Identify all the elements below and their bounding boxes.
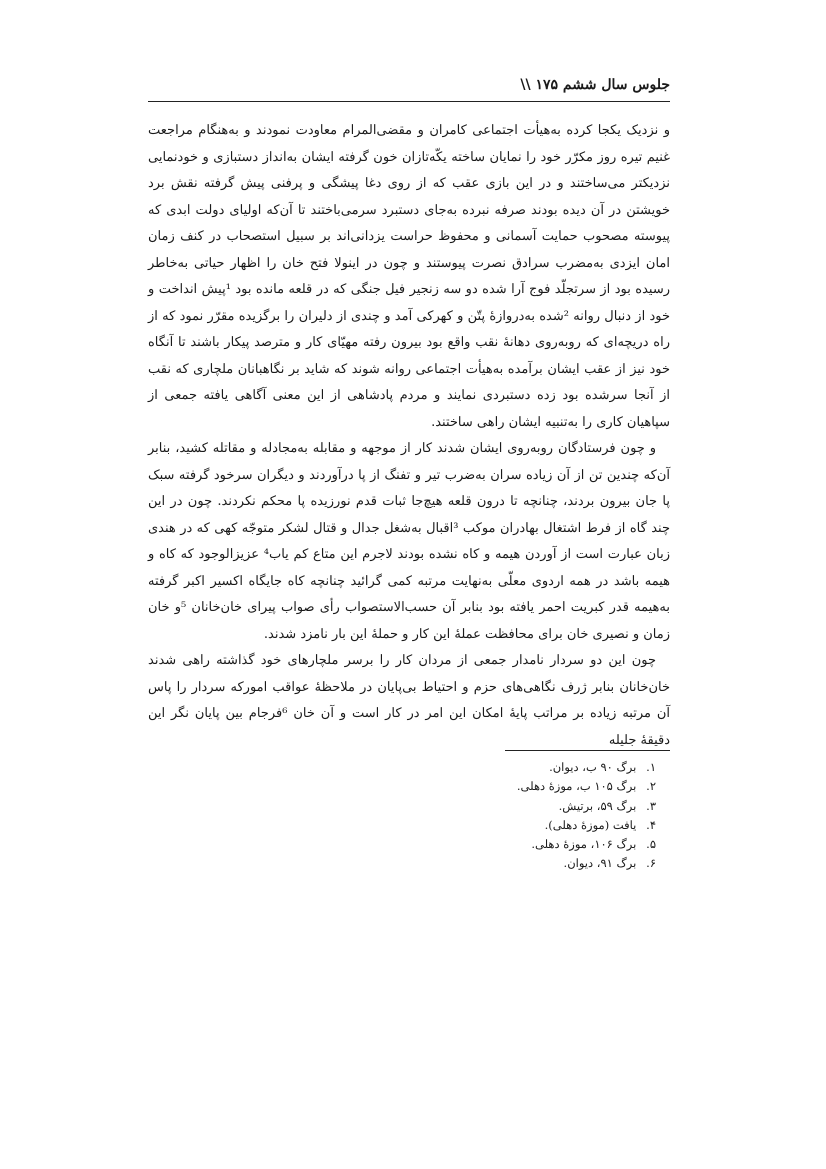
paragraph-1: و نزدیک یکجا کرده به‌هیأت اجتماعی کامران و مقضی‌المرام معاودت نمودند و به‌هنگام مراجعت غنیم تیره روز مکرّر خود را نمایان ساخته یکّه‌تازان خون گرفته ایشان به‌انداز دستبازی و خودنمایی نزدیکتر می‌ساختند و در این بازی عقب که از روی دغا پیشگی و پرفنی پیش گرفته نقش برد خویشتن در آن دیده بودند صرفه نبرده به‌جای دستبرد سرمی‌باختند تا آن‌که اولیای دولت ابدی که پیوسته مصحوب حمایت آسمانی و محفوظ حراست یزدانی‌اند بر سبیل استصحاب در کنف زمان امان ایزدی به‌مضرب سرادق نصرت پیوستند و چون در اینولا فتح خان را اظهار حیاتی به‌خاطر رسیده بود از سرتجلّد فوج آرا شده دو سه زنجیر فیل جنگی که در قلعه مانده بود ¹پیش انداخت و خود از دنبال روانه ²شده به‌دروازهٔ پتّن و کهرکی آمد و چندی از دلیران را برگزیده مقرّر نمود که از راه دریچه‌ای که روبه‌روی دهانهٔ نقب واقع بود بیرون رفته مهیّای کار و مترصد پیکار باشند تا آنگاه خود نیز از عقب ایشان برآمده به‌هیأت اجتماعی روانه شوند که شاید بر نگاهبانان ملچاری که نقب از آنجا سرشده بود زده دستبردی نمایند و مردم پادشاهی از این معنی آگاهی یافته جمعی از سپاهیان کاری را به‌تنبیه ایشان راهی ساختند. xyxy=(148,123,670,430)
paragraph-3: چون این دو سردار نامدار جمعی از مردان کار را برسر ملچارهای خود گذاشته راهی شدند خان‌خانان بنابر ژرف نگاهی‌های حزم و احتیاط بی‌پایان در ملاحظهٔ عواقب اموركه سردار را پاس آن مرتبه زیاده بر مراتب پایهٔ امکان این امر در کار است و آن خان ⁶فرجام بین پایان نگر این دقیقهٔ جلیله xyxy=(148,653,671,748)
running-header xyxy=(148,72,670,98)
paragraph-2: و چون فرستادگان روبه‌روی ایشان شدند کار از موجهه و مقابله به‌مجادله و مقاتله کشید، بنابر آن‌که چندین تن از آن زیاده سران به‌ضرب تیر و تفنگ از پا درآوردند و دیگران سرخود گرفته سبک پا جان بیرون بردند، چنانچه تا درون قلعه هیچ‌جا ثبات قدم نورزیده پا محکم نکردند. چون در این چند گاه از فرط اشتغال بهادران موکب ³اقبال به‌شغل جدال و قتال لشکر متوجّه کهی که در هندی زبان عبارت است از آوردن هیمه و کاه نشده بودند لاجرم این متاع کم یاب⁴ عزیزالوجود که کاه و هیمه باشد در همه اردوی معلّی به‌نهایت مرتبه کمی گرائید چنانچه کاه جایگاه اکسیر اکبر گرفته به‌هیمه قدر کبریت احمر یافته بود بنابر آن حسب‌الاستصواب رأی صواب پیرای خان‌خانان ⁵و خان زمان و نصیری خان برای محافظت عملهٔ این کار و حملهٔ این بار نامزد شدند. xyxy=(148,441,670,642)
footnote-6 xyxy=(148,854,656,873)
footnote-5 xyxy=(148,835,656,854)
footnote-text: برگ ۵۹، برتیش. xyxy=(558,798,637,813)
footnote-3 xyxy=(148,797,656,816)
footnote-text: برگ ۱۰۶، موزهٔ دهلی. xyxy=(531,837,637,852)
body-text xyxy=(148,118,670,754)
footnote-number: ۲. xyxy=(646,779,656,794)
footnote-number: ۴. xyxy=(646,817,656,832)
footnote-number: ۱. xyxy=(646,760,656,774)
footnote-number: ۶. xyxy=(646,856,656,871)
footnote-text: یافت (موزهٔ دهلی). xyxy=(544,817,637,832)
footnote-number: ۳. xyxy=(646,798,656,813)
header-rule xyxy=(148,101,670,102)
footnote-text: برگ ۹۰ ب، دیوان. xyxy=(549,760,637,774)
footnote-rule xyxy=(505,750,670,751)
footnote-text: برگ ۱۰۵ ب، موزهٔ دهلی. xyxy=(516,779,637,794)
footnotes xyxy=(148,758,656,874)
footnote-2 xyxy=(148,777,656,796)
header-title: جلوس سال ششم ۱۷۵ \\ xyxy=(520,77,670,93)
footnote-4 xyxy=(148,816,656,835)
footnote-1 xyxy=(148,758,656,777)
footnote-number: ۵. xyxy=(646,837,656,852)
footnote-text: برگ ۹۱، دیوان. xyxy=(563,856,637,871)
